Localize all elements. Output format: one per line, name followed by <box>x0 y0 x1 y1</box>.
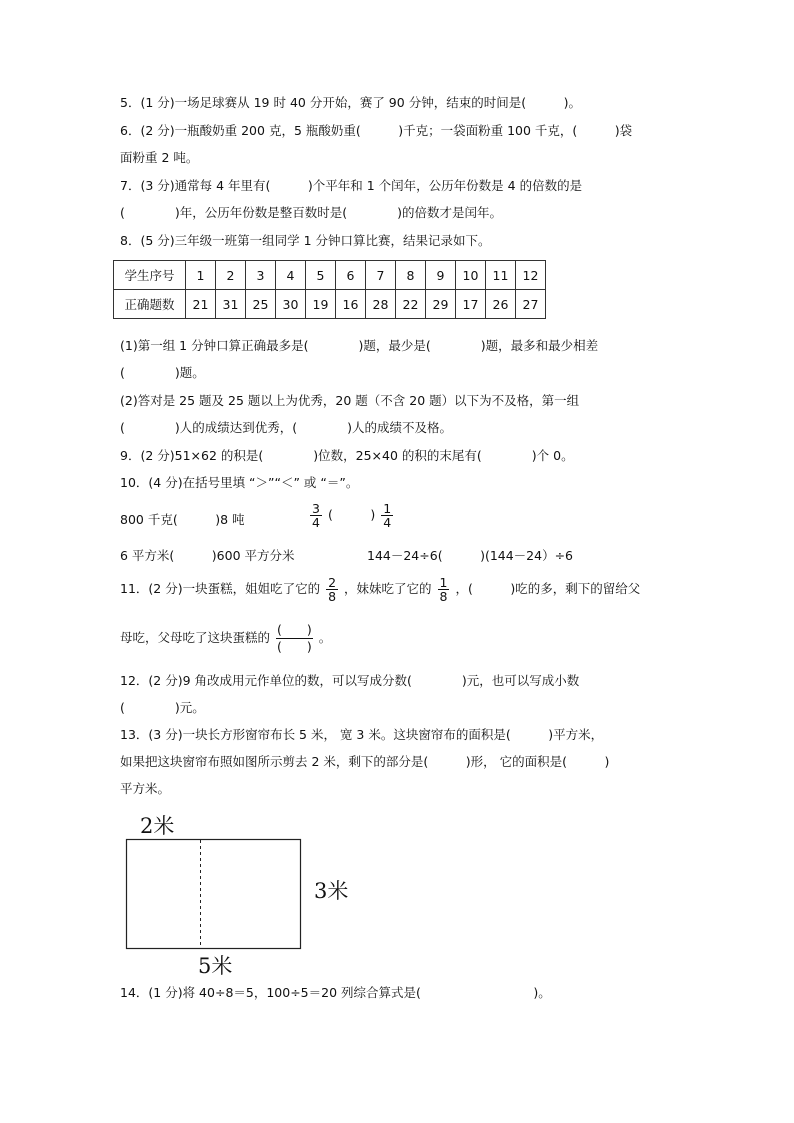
question-8-intro: 8．(5 分)三年级一班第一组同学 1 分钟口算比赛，结果记录如下。 <box>120 233 491 248</box>
question-5: 5．(1 分)一场足球赛从 19 时 40 分开始，赛了 90 分钟，结束的时间是( )。 <box>120 95 581 110</box>
table-row-scores <box>114 290 546 319</box>
fraction-one-quarter: $\frac{1}{4}$ <box>383 501 392 530</box>
question-10-d: 144－24÷6( )(144－24）÷6 <box>367 548 574 563</box>
table-cell: 26 <box>486 290 516 319</box>
table-cell: 16 <box>336 290 366 319</box>
table-cell: 21 <box>186 290 216 319</box>
table-cell: 28 <box>366 290 396 319</box>
fraction-two-eighths: $\frac{2}{8}$ <box>328 575 337 604</box>
figure-label-bottom: 5米 <box>198 954 233 978</box>
question-10-a: 800 千克( )8 吨 <box>120 512 245 527</box>
question-12-line1: 12．(2 分)9 角改成用元作单位的数，可以写成分数( )元，也可以写成小数 <box>120 673 580 688</box>
question-11-line2: 母吃，父母吃了这块蛋糕的 $\frac{( )}{( )}$ 。 <box>120 622 332 654</box>
table-cell: 4 <box>276 261 306 290</box>
table-cell: 11 <box>486 261 516 290</box>
question-8-2-line2: ( )人的成绩达到优秀，( )人的成绩不及格。 <box>120 420 453 435</box>
question-8-2-line1: (2)答对是 25 题及 25 题以上为优秀，20 题（不含 20 题）以下为不及格，第一组 <box>120 393 580 408</box>
table-cell: 8 <box>396 261 426 290</box>
question-12-line2: ( )元。 <box>120 700 205 715</box>
score-table <box>113 260 546 319</box>
table-cell: 29 <box>426 290 456 319</box>
table-cell: 6 <box>336 261 366 290</box>
question-13-line3: 平方米。 <box>120 781 171 796</box>
table-header-score: 正确题数 <box>114 290 186 319</box>
table-cell: 30 <box>276 290 306 319</box>
question-10-c: 6 平方米( )600 平方分米 <box>120 548 295 563</box>
rectangle-outline <box>127 840 301 949</box>
question-6-line1: 6．(2 分)一瓶酸奶重 200 克，5 瓶酸奶重( )千克；一袋面粉重 100 千克，( )袋 <box>120 123 633 138</box>
question-14: 14．(1 分)将 40÷8＝5，100÷5＝20 列综合算式是( )。 <box>120 985 551 1000</box>
table-cell: 7 <box>366 261 396 290</box>
table-cell: 27 <box>516 290 546 319</box>
table-cell: 1 <box>186 261 216 290</box>
question-9: 9．(2 分)51×62 的积是( )位数，25×40 的积的末尾有( )个 0。 <box>120 448 574 463</box>
curtain-rectangle-figure <box>120 834 310 950</box>
table-cell: 10 <box>456 261 486 290</box>
table-cell: 3 <box>246 261 276 290</box>
question-6-line2: 面粉重 2 吨。 <box>120 150 199 165</box>
figure-label-top: 2米 <box>140 814 175 838</box>
table-row-ids <box>114 261 546 290</box>
fraction-one-eighth: $\frac{1}{8}$ <box>439 575 448 604</box>
question-13-line1: 13．(3 分)一块长方形窗帘布长 5 米， 宽 3 米。这块窗帘布的面积是( )平方米， <box>120 727 604 742</box>
table-cell: 25 <box>246 290 276 319</box>
table-cell: 22 <box>396 290 426 319</box>
question-13-line2: 如果把这块窗帘布照如图所示剪去 2 米，剩下的部分是( )形， 它的面积是( ) <box>120 754 610 769</box>
fraction-three-quarters: $\frac{3}{4}$ <box>312 501 320 530</box>
table-cell: 12 <box>516 261 546 290</box>
table-cell: 9 <box>426 261 456 290</box>
question-7-line1: 7．(3 分)通常每 4 年里有( )个平年和 1 个闰年，公历年份数是 4 的倍数的是 <box>120 178 583 193</box>
question-10-intro: 10．(4 分)在括号里填 “＞”“＜” 或 “＝”。 <box>120 475 359 490</box>
table-cell: 31 <box>216 290 246 319</box>
table-cell: 2 <box>216 261 246 290</box>
question-8-1-line1: (1)第一组 1 分钟口算正确最多是( )题，最少是( )题，最多和最少相差 <box>120 338 599 353</box>
table-cell: 19 <box>306 290 336 319</box>
fraction-blank: $\frac{( )}{( )}$ <box>277 622 312 654</box>
question-7-line2: ( )年，公历年份数是整百数时是( )的倍数才是闰年。 <box>120 205 503 220</box>
question-8-1-line2: ( )题。 <box>120 365 205 380</box>
question-10-b: $\frac{3}{4}$ ( ) $\frac{1}{4}$ <box>312 501 392 530</box>
table-cell: 17 <box>456 290 486 319</box>
table-header-id: 学生序号 <box>114 261 186 290</box>
question-11-line1: 11．(2 分)一块蛋糕，姐姐吃了它的 $\frac{2}{8}$ ，妹妹吃了它的 $\frac{1}{8}$ ，( )吃的多，剩下的留给父 <box>120 575 641 604</box>
figure-label-right: 3米 <box>314 879 349 903</box>
table-cell: 5 <box>306 261 336 290</box>
